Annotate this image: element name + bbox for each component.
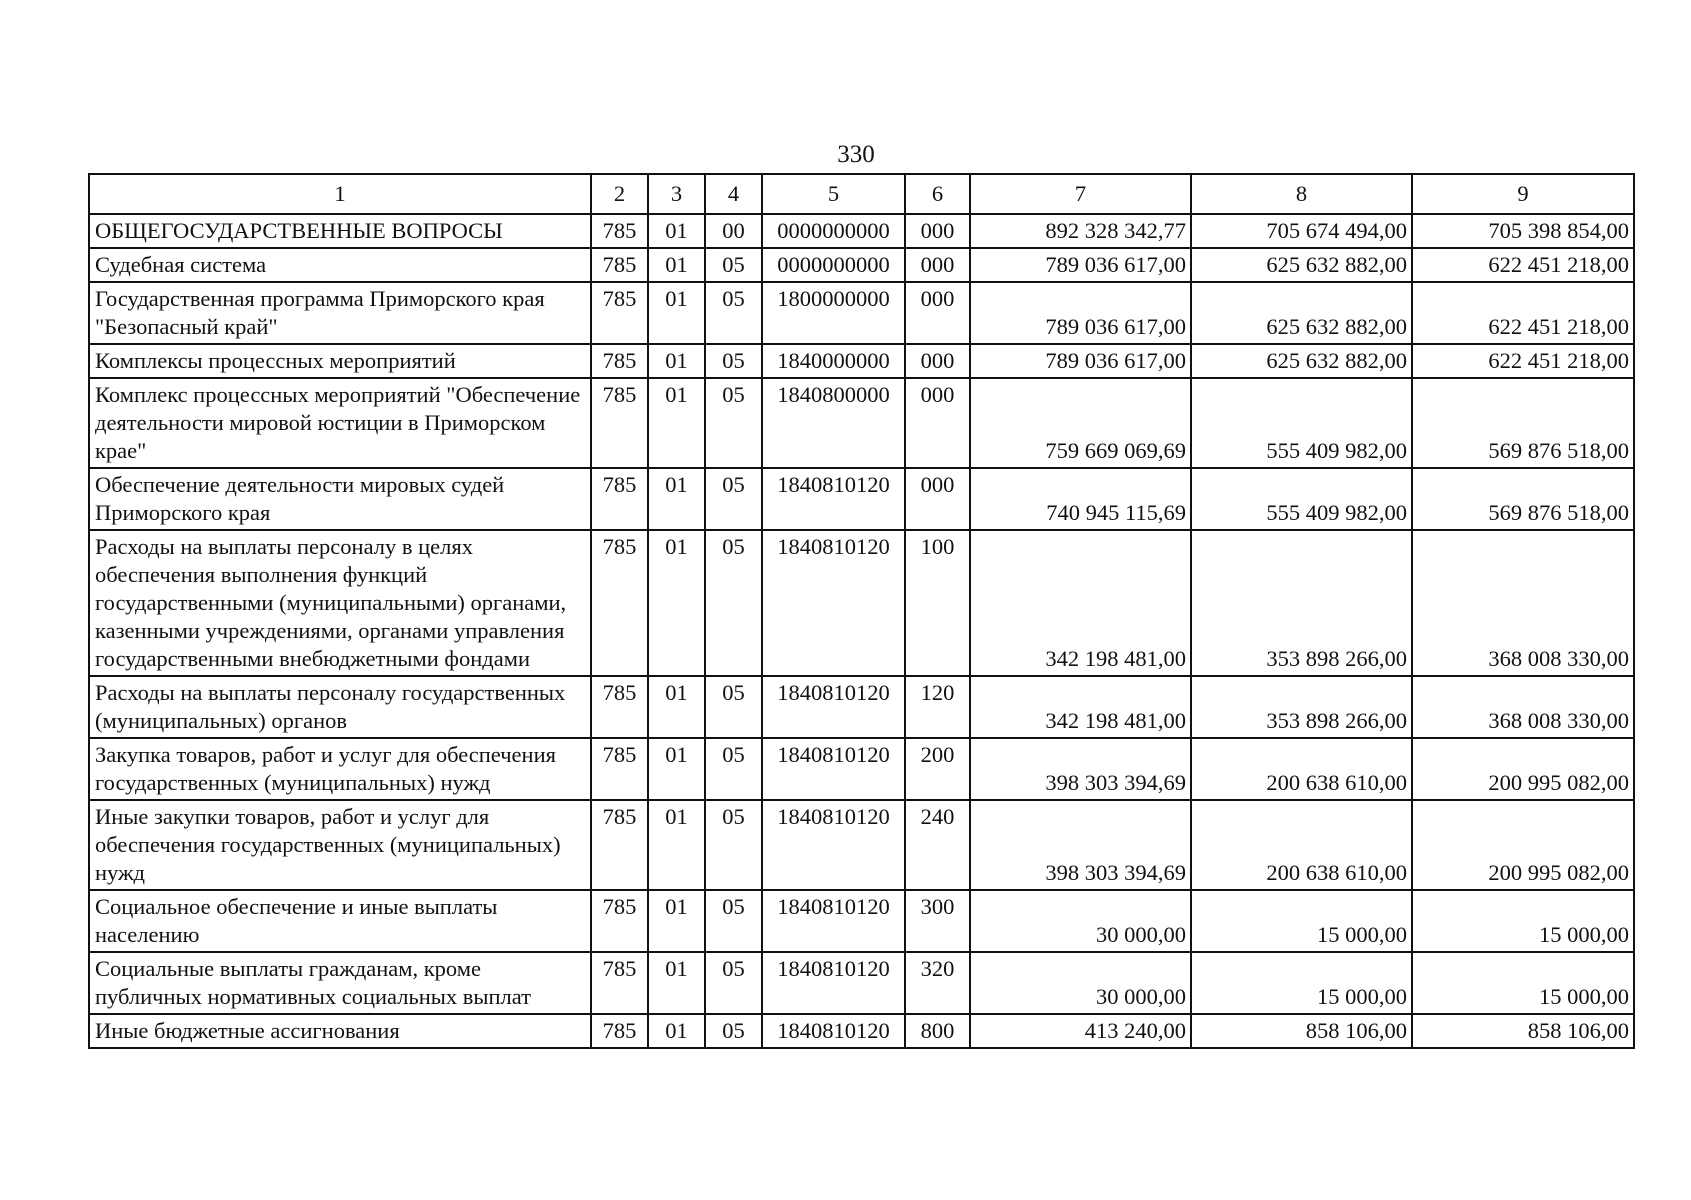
row-amount-cell: 625 632 882,00 <box>1191 344 1412 378</box>
row-name-cell: Иные закупки товаров, работ и услуг для обеспечения государственных (муниципальных) нужд <box>89 800 591 890</box>
row-target-article-cell: 1840810120 <box>762 738 905 800</box>
row-amount-cell: 398 303 394,69 <box>970 738 1191 800</box>
row-amount-cell: 342 198 481,00 <box>970 676 1191 738</box>
row-code-cell: 785 <box>591 738 648 800</box>
row-expense-type-cell: 320 <box>905 952 970 1014</box>
row-name-cell: Расходы на выплаты персоналу в целях обеспечения выполнения функций государственными (муниципальными) органами, казенными учреждениями, органами управления государственными внебюджетными фондами <box>89 530 591 676</box>
table-row <box>89 890 1634 952</box>
row-expense-type-cell: 120 <box>905 676 970 738</box>
row-expense-type-cell: 200 <box>905 738 970 800</box>
row-amount-cell: 368 008 330,00 <box>1412 530 1634 676</box>
row-section-cell: 01 <box>648 248 705 282</box>
row-subsection-cell: 05 <box>705 1014 762 1048</box>
column-header: 8 <box>1191 174 1412 214</box>
row-subsection-cell: 05 <box>705 738 762 800</box>
row-amount-cell: 30 000,00 <box>970 952 1191 1014</box>
row-amount-cell: 353 898 266,00 <box>1191 676 1412 738</box>
table-row <box>89 214 1634 248</box>
row-target-article-cell: 1840800000 <box>762 378 905 468</box>
row-amount-cell: 622 451 218,00 <box>1412 282 1634 344</box>
column-header: 9 <box>1412 174 1634 214</box>
row-expense-type-cell: 800 <box>905 1014 970 1048</box>
row-name-cell: Обеспечение деятельности мировых судей Приморского края <box>89 468 591 530</box>
row-target-article-cell: 1840810120 <box>762 676 905 738</box>
table-row <box>89 952 1634 1014</box>
row-target-article-cell: 1840810120 <box>762 1014 905 1048</box>
row-amount-cell: 892 328 342,77 <box>970 214 1191 248</box>
row-subsection-cell: 05 <box>705 952 762 1014</box>
row-amount-cell: 200 995 082,00 <box>1412 800 1634 890</box>
row-subsection-cell: 05 <box>705 344 762 378</box>
row-amount-cell: 789 036 617,00 <box>970 344 1191 378</box>
row-amount-cell: 625 632 882,00 <box>1191 282 1412 344</box>
table-row <box>89 468 1634 530</box>
row-code-cell: 785 <box>591 952 648 1014</box>
row-amount-cell: 342 198 481,00 <box>970 530 1191 676</box>
row-amount-cell: 30 000,00 <box>970 890 1191 952</box>
row-amount-cell: 740 945 115,69 <box>970 468 1191 530</box>
row-code-cell: 785 <box>591 344 648 378</box>
row-amount-cell: 15 000,00 <box>1412 952 1634 1014</box>
row-amount-cell: 200 995 082,00 <box>1412 738 1634 800</box>
row-expense-type-cell: 000 <box>905 214 970 248</box>
row-section-cell: 01 <box>648 1014 705 1048</box>
column-header: 1 <box>89 174 591 214</box>
budget-table <box>88 173 1635 1049</box>
row-amount-cell: 555 409 982,00 <box>1191 378 1412 468</box>
row-amount-cell: 368 008 330,00 <box>1412 676 1634 738</box>
row-subsection-cell: 05 <box>705 676 762 738</box>
row-expense-type-cell: 000 <box>905 248 970 282</box>
row-code-cell: 785 <box>591 800 648 890</box>
row-target-article-cell: 1840810120 <box>762 800 905 890</box>
row-expense-type-cell: 300 <box>905 890 970 952</box>
row-amount-cell: 705 674 494,00 <box>1191 214 1412 248</box>
row-code-cell: 785 <box>591 468 648 530</box>
row-name-cell: Комплекс процессных мероприятий "Обеспечение деятельности мировой юстиции в Приморском крае" <box>89 378 591 468</box>
row-code-cell: 785 <box>591 530 648 676</box>
row-name-cell: Социальное обеспечение и иные выплаты населению <box>89 890 591 952</box>
column-header: 5 <box>762 174 905 214</box>
row-target-article-cell: 0000000000 <box>762 248 905 282</box>
row-amount-cell: 15 000,00 <box>1191 952 1412 1014</box>
table-row <box>89 530 1634 676</box>
row-name-cell: Социальные выплаты гражданам, кроме публичных нормативных социальных выплат <box>89 952 591 1014</box>
row-name-cell: Расходы на выплаты персоналу государственных (муниципальных) органов <box>89 676 591 738</box>
row-amount-cell: 398 303 394,69 <box>970 800 1191 890</box>
table-body <box>89 214 1634 1048</box>
row-name-cell: Комплексы процессных мероприятий <box>89 344 591 378</box>
row-section-cell: 01 <box>648 214 705 248</box>
column-header: 2 <box>591 174 648 214</box>
page-number: 330 <box>837 141 875 168</box>
row-amount-cell: 200 638 610,00 <box>1191 738 1412 800</box>
row-amount-cell: 555 409 982,00 <box>1191 468 1412 530</box>
row-section-cell: 01 <box>648 468 705 530</box>
column-header: 7 <box>970 174 1191 214</box>
row-section-cell: 01 <box>648 530 705 676</box>
table-row <box>89 282 1634 344</box>
row-code-cell: 785 <box>591 214 648 248</box>
row-subsection-cell: 05 <box>705 800 762 890</box>
row-amount-cell: 622 451 218,00 <box>1412 344 1634 378</box>
row-expense-type-cell: 240 <box>905 800 970 890</box>
row-subsection-cell: 05 <box>705 248 762 282</box>
row-target-article-cell: 1840000000 <box>762 344 905 378</box>
row-expense-type-cell: 100 <box>905 530 970 676</box>
row-code-cell: 785 <box>591 282 648 344</box>
row-amount-cell: 622 451 218,00 <box>1412 248 1634 282</box>
row-section-cell: 01 <box>648 378 705 468</box>
row-target-article-cell: 1840810120 <box>762 530 905 676</box>
row-amount-cell: 15 000,00 <box>1191 890 1412 952</box>
row-code-cell: 785 <box>591 890 648 952</box>
row-section-cell: 01 <box>648 344 705 378</box>
row-section-cell: 01 <box>648 738 705 800</box>
row-code-cell: 785 <box>591 676 648 738</box>
row-section-cell: 01 <box>648 282 705 344</box>
row-amount-cell: 789 036 617,00 <box>970 248 1191 282</box>
row-target-article-cell: 1840810120 <box>762 952 905 1014</box>
row-amount-cell: 858 106,00 <box>1412 1014 1634 1048</box>
row-name-cell: Закупка товаров, работ и услуг для обеспечения государственных (муниципальных) нужд <box>89 738 591 800</box>
row-amount-cell: 789 036 617,00 <box>970 282 1191 344</box>
row-expense-type-cell: 000 <box>905 282 970 344</box>
row-subsection-cell: 05 <box>705 282 762 344</box>
row-target-article-cell: 0000000000 <box>762 214 905 248</box>
row-amount-cell: 15 000,00 <box>1412 890 1634 952</box>
row-section-cell: 01 <box>648 676 705 738</box>
row-name-cell: ОБЩЕГОСУДАРСТВЕННЫЕ ВОПРОСЫ <box>89 214 591 248</box>
row-target-article-cell: 1840810120 <box>762 468 905 530</box>
column-header: 3 <box>648 174 705 214</box>
row-amount-cell: 625 632 882,00 <box>1191 248 1412 282</box>
row-code-cell: 785 <box>591 378 648 468</box>
table-row <box>89 248 1634 282</box>
row-amount-cell: 569 876 518,00 <box>1412 378 1634 468</box>
row-amount-cell: 413 240,00 <box>970 1014 1191 1048</box>
table-row <box>89 800 1634 890</box>
row-section-cell: 01 <box>648 800 705 890</box>
table-row <box>89 378 1634 468</box>
row-code-cell: 785 <box>591 1014 648 1048</box>
row-section-cell: 01 <box>648 952 705 1014</box>
row-section-cell: 01 <box>648 890 705 952</box>
row-code-cell: 785 <box>591 248 648 282</box>
table-row <box>89 676 1634 738</box>
row-target-article-cell: 1840810120 <box>762 890 905 952</box>
row-name-cell: Государственная программа Приморского края "Безопасный край" <box>89 282 591 344</box>
row-amount-cell: 353 898 266,00 <box>1191 530 1412 676</box>
header-row <box>89 174 1634 214</box>
row-expense-type-cell: 000 <box>905 344 970 378</box>
row-amount-cell: 858 106,00 <box>1191 1014 1412 1048</box>
column-header: 4 <box>705 174 762 214</box>
row-subsection-cell: 05 <box>705 890 762 952</box>
table-row <box>89 344 1634 378</box>
row-name-cell: Иные бюджетные ассигнования <box>89 1014 591 1048</box>
row-amount-cell: 569 876 518,00 <box>1412 468 1634 530</box>
row-amount-cell: 705 398 854,00 <box>1412 214 1634 248</box>
row-expense-type-cell: 000 <box>905 468 970 530</box>
row-subsection-cell: 00 <box>705 214 762 248</box>
row-amount-cell: 759 669 069,69 <box>970 378 1191 468</box>
row-subsection-cell: 05 <box>705 378 762 468</box>
table-row <box>89 1014 1634 1048</box>
row-name-cell: Судебная система <box>89 248 591 282</box>
row-subsection-cell: 05 <box>705 468 762 530</box>
row-amount-cell: 200 638 610,00 <box>1191 800 1412 890</box>
table-row <box>89 738 1634 800</box>
column-header: 6 <box>905 174 970 214</box>
row-target-article-cell: 1800000000 <box>762 282 905 344</box>
row-expense-type-cell: 000 <box>905 378 970 468</box>
row-subsection-cell: 05 <box>705 530 762 676</box>
